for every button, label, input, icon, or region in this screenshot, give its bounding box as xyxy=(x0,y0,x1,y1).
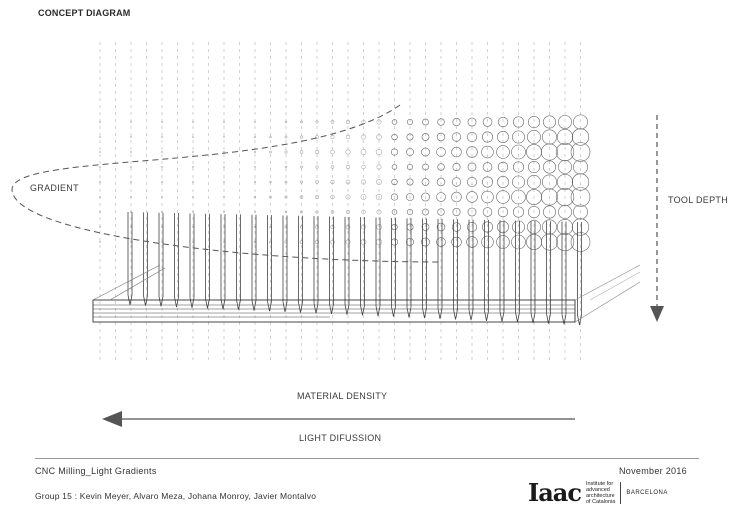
tool-tip xyxy=(283,302,287,312)
gradient-circle xyxy=(498,117,508,127)
material-block xyxy=(93,265,640,322)
gradient-circle xyxy=(130,136,131,137)
gradient-circle xyxy=(270,226,272,228)
iaac-logo xyxy=(528,478,668,507)
light-difussion-arrow xyxy=(102,411,575,427)
gradient-circle xyxy=(254,226,255,227)
group-members: Group 15 : Kevin Meyer, Alvaro Meza, Johana Monroy, Javier Montalvo xyxy=(35,491,317,501)
logo-institute-text: Institute for advanced architecture of Catalonia xyxy=(585,480,616,505)
gradient-circle xyxy=(361,149,366,154)
gradient-circle xyxy=(526,144,541,159)
tool-tip xyxy=(516,312,520,322)
tool-depth-arrow xyxy=(650,115,664,322)
gradient-circle xyxy=(192,166,193,167)
logo-city: BARCELONA xyxy=(626,489,668,496)
gradient-circle xyxy=(99,226,100,227)
gradient-circle xyxy=(254,166,255,167)
tool-tip xyxy=(268,301,272,311)
tool-tip xyxy=(469,310,473,320)
gradient-circle xyxy=(331,150,335,154)
gradient-circle xyxy=(541,144,557,160)
tool-tip xyxy=(299,303,303,313)
gradient-circle xyxy=(316,166,318,168)
gradient-circle xyxy=(300,166,302,168)
gradient-circle xyxy=(99,241,100,242)
gradient-circle xyxy=(528,116,539,127)
gradient-circle xyxy=(270,151,272,153)
tool-tip xyxy=(438,309,442,319)
gradient-circle xyxy=(192,151,193,152)
gradient-circle xyxy=(223,151,224,152)
tool-depth-label: TOOL DEPTH xyxy=(668,195,729,205)
gradient-circle xyxy=(285,121,287,123)
gradient-circle xyxy=(161,121,162,122)
gradient-circle xyxy=(161,241,162,242)
gradient-circle xyxy=(130,121,131,122)
logo-wordmark: Iaac xyxy=(528,478,581,507)
material-density-label: MATERIAL DENSITY xyxy=(297,391,388,401)
gradient-circle xyxy=(99,121,100,122)
gradient-circle xyxy=(161,166,162,167)
gradient-circle xyxy=(346,150,350,154)
gradient-circle xyxy=(192,241,193,242)
gradient-circle xyxy=(254,241,256,243)
gradient-circle xyxy=(497,221,508,232)
tool-tip xyxy=(190,298,194,308)
gradient-circle xyxy=(99,166,100,167)
gradient-circle xyxy=(192,121,193,122)
gradient-circle xyxy=(161,151,162,152)
gradient-circle xyxy=(223,166,224,167)
tool-tip xyxy=(221,299,225,309)
gradient-circle xyxy=(99,151,100,152)
gradient-label: GRADIENT xyxy=(30,183,79,193)
tool-tip xyxy=(531,313,535,323)
tool-tip xyxy=(454,309,458,319)
gradient-circle xyxy=(315,150,318,153)
tool-tip xyxy=(392,307,396,317)
gradient-circle xyxy=(130,166,131,167)
tool-tip xyxy=(376,306,380,316)
gradient-circle xyxy=(130,241,131,242)
footer-divider xyxy=(35,458,699,459)
gradient-circle xyxy=(285,166,287,168)
gradient-circle xyxy=(223,136,224,137)
gradient-circle xyxy=(161,226,162,227)
logo-separator xyxy=(620,482,621,504)
gradient-circle xyxy=(254,121,255,122)
tool-tip xyxy=(144,296,148,306)
gradient-circle xyxy=(300,151,303,154)
gradient-circle xyxy=(223,226,224,227)
gradient-circle xyxy=(130,226,131,227)
date: November 2016 xyxy=(619,466,687,476)
gradient-circle xyxy=(99,136,100,137)
gradient-circle xyxy=(285,136,287,138)
light-difussion-label: LIGHT DIFUSSION xyxy=(299,433,382,443)
gradient-circle xyxy=(254,136,255,137)
gradient-circle xyxy=(285,151,287,153)
page-title: CONCEPT DIAGRAM xyxy=(38,8,131,18)
gradient-circle xyxy=(483,118,492,127)
gradient-circle xyxy=(130,151,131,152)
cnc-tool-bits xyxy=(128,212,582,325)
gradient-circle xyxy=(270,136,272,138)
gradient-circle xyxy=(513,117,524,128)
gradient-circle xyxy=(482,222,492,232)
tool-tip xyxy=(175,297,179,307)
gradient-circle xyxy=(223,241,224,242)
gradient-circle xyxy=(300,136,302,138)
gradient-circle xyxy=(223,121,224,122)
project-title: CNC Milling_Light Gradients xyxy=(35,466,157,476)
tool-tip xyxy=(562,314,566,324)
tool-tip xyxy=(485,311,489,321)
gradient-circle xyxy=(192,226,193,227)
tool-tip xyxy=(361,305,365,315)
gradient-circle xyxy=(254,151,256,153)
gradient-circle xyxy=(192,136,193,137)
gradient-circle xyxy=(161,136,162,137)
